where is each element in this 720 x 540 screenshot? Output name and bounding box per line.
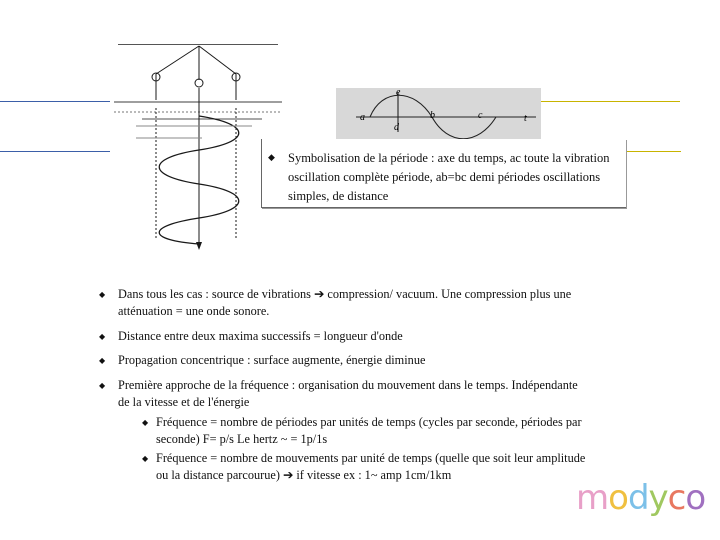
modyco-logo <box>576 478 705 518</box>
bullet-diamond-icon: ◆ <box>99 356 106 366</box>
slide-rule-yellow-right <box>540 101 680 102</box>
sine-wave-figure <box>336 88 541 140</box>
wave-label-e: e <box>396 88 401 98</box>
list-item <box>96 377 590 484</box>
sub-list-item-text: Fréquence = nombre de périodes par unités de temps (cycles par seconde, périodes par seconde) F= p/s Le hertz ~ = 1p/1s <box>156 414 582 446</box>
bullet-diamond-icon: ◆ <box>142 454 149 464</box>
period-caption-box <box>261 139 626 208</box>
wave-label-t: t <box>524 113 527 124</box>
bullet-diamond-icon: ◆ <box>99 381 106 391</box>
slide-rule-blue-left-lower <box>0 151 110 152</box>
slide-rule-blue-left <box>0 101 110 102</box>
period-caption-text: Symbolisation de la période : axe du temps, ac toute la vibration oscillation complète période, ab=bc demi périodes oscillations simples, de distance <box>288 151 610 203</box>
sub-list-item <box>118 450 590 484</box>
logo-letter: c <box>667 478 686 518</box>
logo-letter: y <box>648 478 668 518</box>
wave-label-b: b <box>430 110 435 121</box>
logo-letter: d <box>627 478 649 518</box>
logo-letter: o <box>608 478 628 518</box>
bullet-diamond-icon: ◆ <box>142 417 149 427</box>
list-item <box>96 286 590 320</box>
sub-list-item <box>118 414 590 448</box>
logo-letter: m <box>576 478 609 518</box>
logo-letter: o <box>685 478 706 518</box>
list-item-text: Première approche de la fréquence : organisation du mouvement dans le temps. Indépendante de la vitesse et de l'énergie <box>118 378 578 409</box>
wave-label-a: a <box>360 112 365 123</box>
main-bullet-list <box>96 286 590 492</box>
bullet-diamond-icon: ◆ <box>99 331 106 341</box>
slide-rule-yellow-right-lower <box>626 151 681 152</box>
list-item <box>96 352 590 369</box>
bullet-diamond-icon: ◆ <box>268 152 275 162</box>
pendulum-wave-figure <box>112 44 282 260</box>
list-item-text: Dans tous les cas : source de vibrations ➔ compression/ vacuum. Une compression plus une atténuation = une onde sonore. <box>118 287 572 318</box>
bullet-diamond-icon: ◆ <box>99 290 106 299</box>
wave-label-c: c <box>478 110 483 121</box>
list-item-text: Distance entre deux maxima successifs = longueur d'onde <box>118 328 403 343</box>
list-item <box>96 328 590 345</box>
list-item-text: Propagation concentrique : surface augmente, énergie diminue <box>118 353 426 368</box>
wave-label-d: d <box>394 122 399 133</box>
sub-list-item-text: Fréquence = nombre de mouvements par unité de temps (quelle que soit leur amplitude ou la distance parcourue) ➔ if vitesse ex : 1~ amp 1cm/1km <box>156 451 586 483</box>
